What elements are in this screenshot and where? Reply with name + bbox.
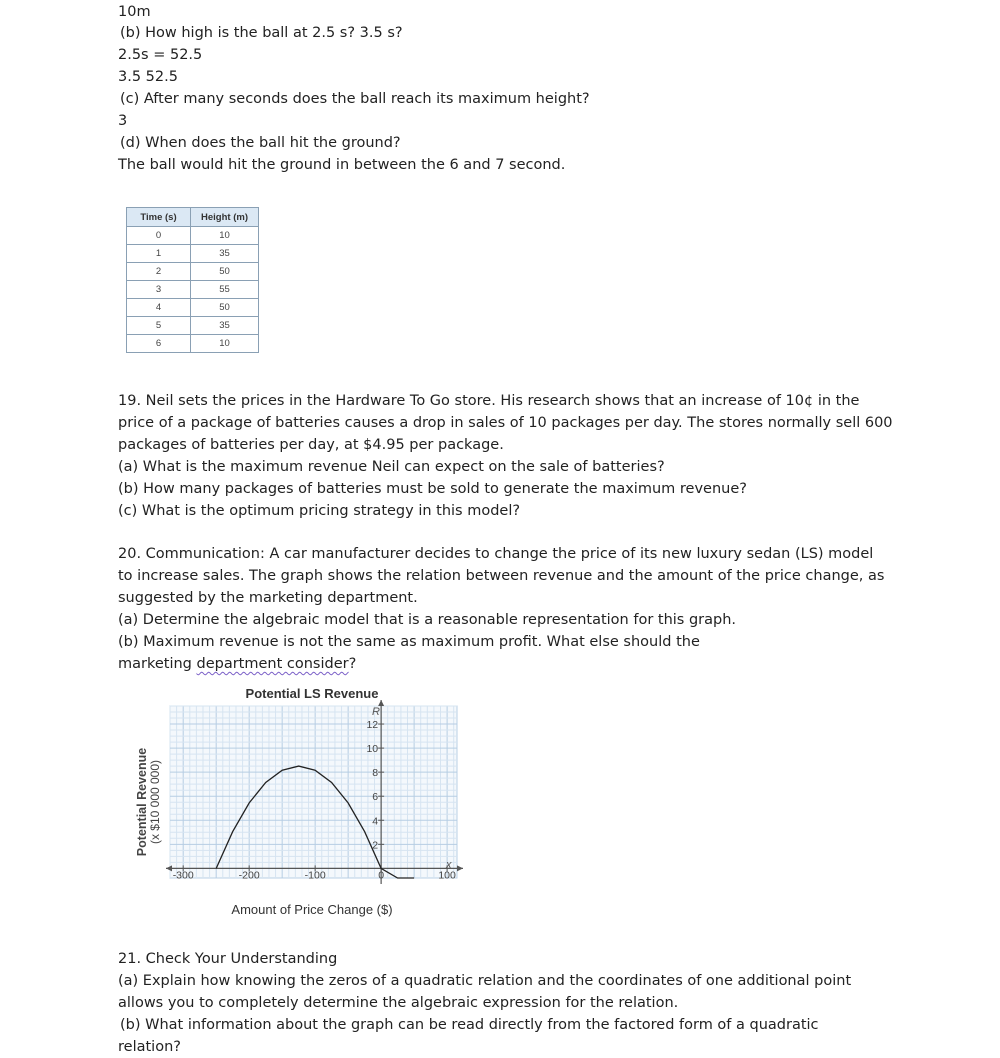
answer-line: 3.5 52.5 [118, 69, 178, 85]
table-cell: 1 [127, 245, 191, 263]
chart-title: Potential LS Revenue [245, 686, 379, 701]
question-d: (d) When does the ball hit the ground? [120, 135, 401, 151]
table-row [127, 227, 259, 245]
text-segment: ? [348, 656, 357, 672]
question-20-line: suggested by the marketing department. [118, 590, 418, 606]
table-row [127, 335, 259, 353]
y-axis-label: Potential Revenue [135, 747, 149, 857]
table-row [127, 281, 259, 299]
table-cell: 6 [127, 335, 191, 353]
text-segment: marketing [118, 656, 197, 672]
question-20-line: (b) Maximum revenue is not the same as maximum profit. What else should the [118, 634, 700, 650]
y-tick-label: 8 [372, 767, 379, 780]
x-tick-label: -100 [304, 869, 326, 882]
x-tick-label: -200 [238, 869, 260, 882]
y-axis-unit-label: (x $10 000 000) [148, 759, 162, 845]
table-cell: 2 [127, 263, 191, 281]
question-20-line [118, 653, 898, 675]
table-cell: 35 [191, 245, 259, 263]
question-20-line: (a) Determine the algebraic model that is a reasonable representation for this graph. [118, 612, 737, 628]
table-cell: 10 [191, 335, 259, 353]
question-21-line: 21. Check Your Understanding [118, 951, 338, 967]
question-19-line: (c) What is the optimum pricing strategy in this model? [118, 503, 521, 519]
table-cell: 10 [191, 227, 259, 245]
spellcheck-underlined-text: department consider [196, 656, 349, 672]
chart-grid [170, 706, 457, 878]
table-cell: 35 [191, 317, 259, 335]
question-19-line: packages of batteries per day, at $4.95 per package. [118, 437, 504, 453]
y-tick-label: 10 [366, 743, 379, 756]
table-cell: 0 [127, 227, 191, 245]
question-21-line: (b) What information about the graph can be read directly from the factored form of a quadratic [120, 1017, 819, 1033]
table-header-height: Height (m) [191, 208, 259, 227]
table-cell: 5 [127, 317, 191, 335]
time-height-table [126, 207, 259, 353]
question-19 [118, 390, 898, 522]
y-tick-label: 6 [372, 791, 379, 804]
answer-line: 3 [118, 113, 128, 129]
y-tick-label: 2 [372, 839, 379, 852]
question-19-line: price of a package of batteries causes a drop in sales of 10 packages per day. The stores normally sell 600 [118, 415, 893, 431]
table-cell: 55 [191, 281, 259, 299]
table-row [127, 317, 259, 335]
answer-line: 2.5s = 52.5 [118, 47, 203, 63]
table-cell: 4 [127, 299, 191, 317]
chart-svg [122, 678, 472, 922]
question-21 [118, 948, 898, 1058]
answer-line: 10m [118, 4, 151, 20]
question-b: (b) How high is the ball at 2.5 s? 3.5 s? [120, 25, 403, 41]
table-row [127, 263, 259, 281]
y-axis-letter: R [372, 706, 380, 718]
table-cell: 50 [191, 299, 259, 317]
question-20 [118, 543, 898, 675]
table-header-time: Time (s) [127, 208, 191, 227]
question-19-line: 19. Neil sets the prices in the Hardware To Go store. His research shows that an increase of 10¢ in the [118, 393, 860, 409]
table-cell: 3 [127, 281, 191, 299]
y-tick-label: 12 [366, 719, 379, 732]
question-19-line: (a) What is the maximum revenue Neil can expect on the sale of batteries? [118, 459, 665, 475]
y-tick-label: 4 [372, 815, 379, 828]
question-20-line: 20. Communication: A car manufacturer decides to change the price of its new luxury sedan (LS) model [118, 546, 874, 562]
x-axis-label: Amount of Price Change ($) [231, 902, 393, 917]
table-row [127, 299, 259, 317]
question-19-line: (b) How many packages of batteries must be sold to generate the maximum revenue? [118, 481, 747, 497]
revenue-chart [122, 678, 472, 922]
x-tick-label: 100 [438, 869, 456, 882]
answer-line: The ball would hit the ground in between the 6 and 7 second. [118, 157, 566, 173]
question-21-line: allows you to completely determine the algebraic expression for the relation. [118, 995, 679, 1011]
table-cell: 50 [191, 263, 259, 281]
question-20-line: to increase sales. The graph shows the relation between revenue and the amount of the price change, as [118, 568, 885, 584]
x-tick-label: 0 [378, 869, 385, 882]
table-header-row [127, 208, 259, 227]
question-21-line: relation? [118, 1039, 181, 1055]
x-axis-letter: x [446, 859, 452, 871]
question-21-line: (a) Explain how knowing the zeros of a quadratic relation and the coordinates of one additional point [118, 973, 852, 989]
question-c: (c) After many seconds does the ball reach its maximum height? [120, 91, 590, 107]
table-row [127, 245, 259, 263]
x-tick-label: -300 [172, 869, 194, 882]
